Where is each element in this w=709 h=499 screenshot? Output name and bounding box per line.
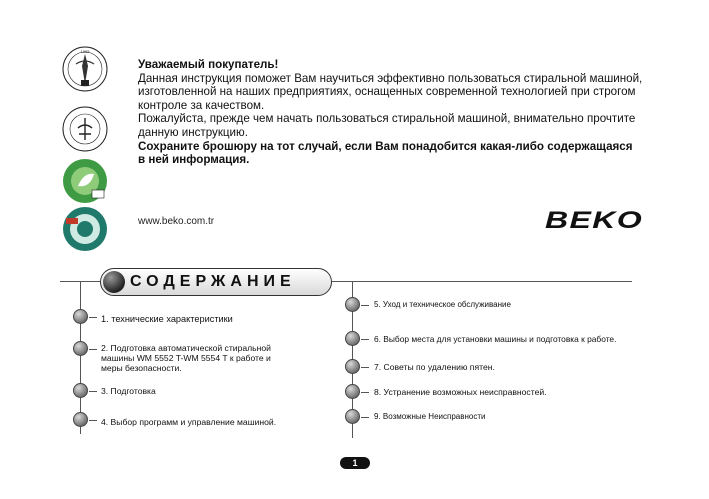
seal-year: 1955 [80, 49, 90, 54]
toc-tick [361, 305, 369, 306]
intro-line-3: контроле за качеством. [138, 98, 265, 112]
toc-tick [89, 391, 97, 392]
toc-bullet-icon [345, 384, 360, 399]
toc-tick [361, 392, 369, 393]
toc-item-6[interactable]: 6. Выбор места для установки машины и подготовка к работе. [374, 334, 617, 344]
save-note-line-1: Сохраните брошюру на тот случай, если Вам понадобится какая-либо содержащаяся [138, 139, 633, 153]
intro-line-2: изготовленной на наших предприятиях, оснащенных современной технологией при строгом [138, 85, 636, 99]
toc-bullet-icon [345, 409, 360, 424]
certification-badge [62, 206, 108, 252]
beko-logo [545, 208, 645, 230]
eco-label-badge [62, 158, 108, 204]
standards-seal-badge [62, 106, 108, 152]
toc-bullet-icon [73, 341, 88, 356]
toc-item-2-line-2: машины WM 5552 T-WM 5554 T к работе и [101, 353, 271, 363]
contents-rule-left [60, 281, 102, 282]
toc-tick [89, 420, 97, 421]
toc-item-7[interactable]: 7. Советы по удалению пятен. [374, 362, 495, 372]
toc-bullet-icon [73, 309, 88, 324]
contents-bullet-icon [103, 271, 125, 293]
quality-seal-badge [62, 46, 108, 92]
save-note-line-2: в ней информация. [138, 153, 250, 167]
intro-line-1: Данная инструкция поможет Вам научиться эффективно пользоваться стиральной машиной, [138, 71, 643, 85]
toc-item-2-line-3: меры безопасности. [101, 363, 182, 373]
toc-tick [361, 339, 369, 340]
toc-item-2[interactable] [101, 343, 271, 373]
intro-line-4: Пожалуйста, прежде чем начать пользоваться стиральной машиной, внимательно прочтите [138, 112, 636, 126]
brand-wordmark: BEKO [545, 208, 643, 230]
toc-item-8[interactable]: 8. Устранение возможных неисправностей. [374, 387, 547, 397]
toc-tick [361, 417, 369, 418]
toc-tick [89, 317, 97, 318]
website-link[interactable]: www.beko.com.tr [138, 216, 215, 227]
toc-item-4[interactable]: 4. Выбор программ и управление машиной. [101, 417, 277, 427]
toc-item-1[interactable]: 1. технические характеристики [101, 314, 233, 324]
toc-item-9[interactable]: 9. Возможные Неисправности [374, 412, 486, 421]
intro-text [138, 58, 658, 167]
toc-bullet-icon [73, 383, 88, 398]
toc-bullet-icon [345, 297, 360, 312]
intro-line-5: данную инструкцию. [138, 125, 248, 139]
contents-title: СОДЕРЖАНИЕ [130, 273, 296, 290]
toc-item-3[interactable]: 3. Подготовка [101, 386, 156, 396]
toc-bullet-icon [73, 412, 88, 427]
toc-tick [89, 349, 97, 350]
toc-item-2-line-1: 2. Подготовка автоматической стиральной [101, 343, 271, 353]
toc-bullet-icon [345, 331, 360, 346]
toc-tick [361, 367, 369, 368]
toc-item-5[interactable]: 5. Уход и техническое обслуживание [374, 300, 511, 309]
contents-rule-right [332, 281, 632, 282]
page-number: 1 [340, 457, 370, 469]
greeting: Уважаемый покупатель! [138, 58, 279, 71]
toc-bullet-icon [345, 359, 360, 374]
